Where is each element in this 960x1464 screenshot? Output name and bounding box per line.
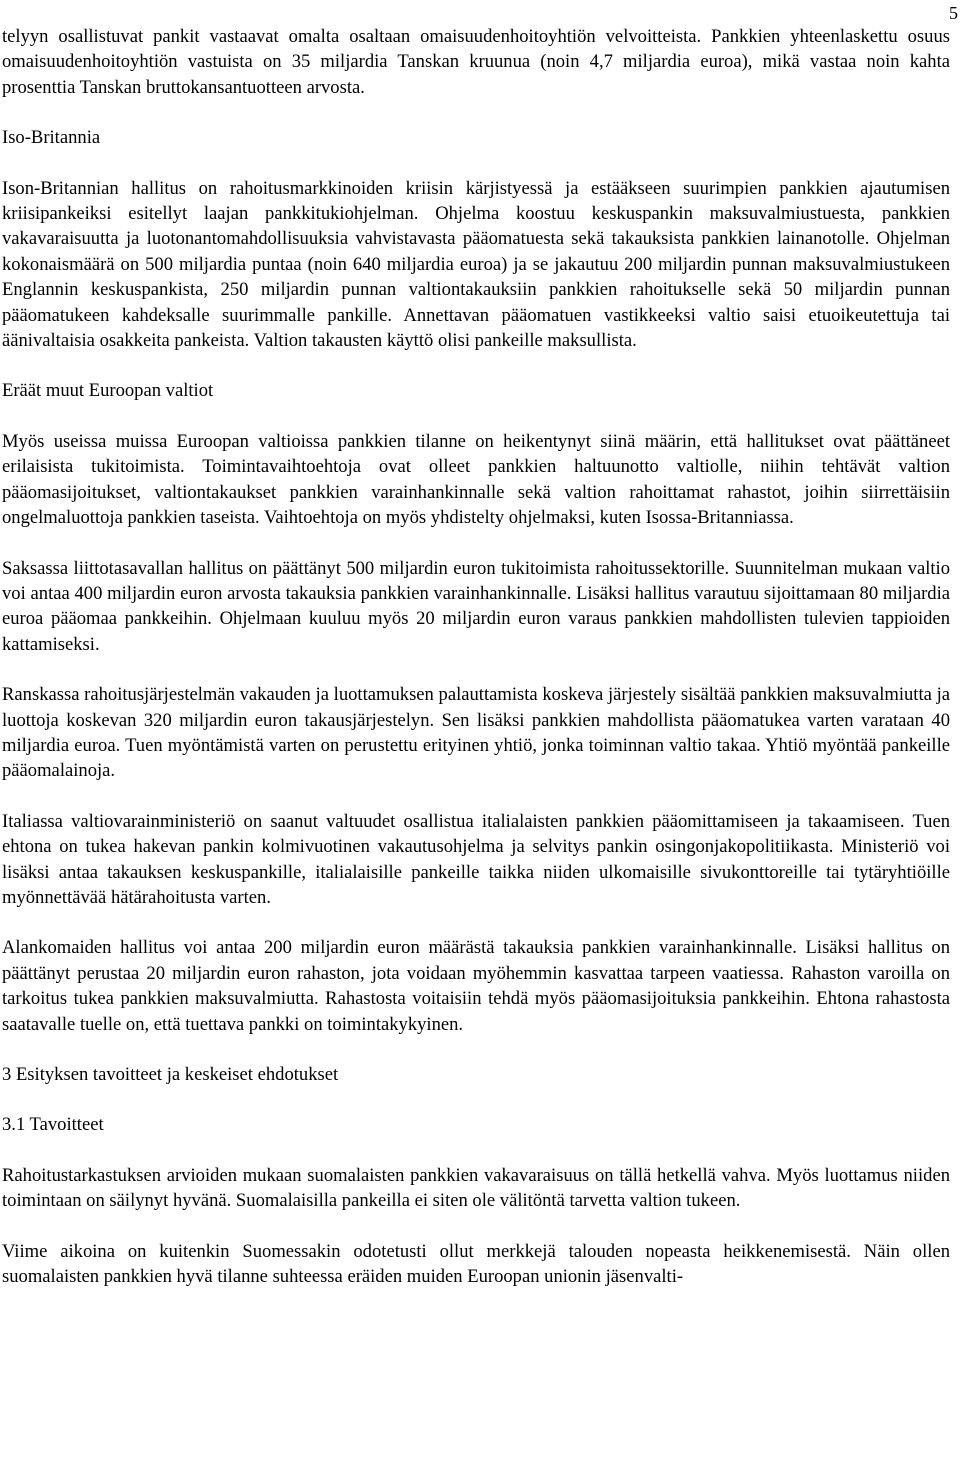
section-heading-uk: Iso-Britannia: [2, 127, 101, 149]
other-countries-paragraph: Myös useissa muissa Euroopan valtioissa pankkien tilanne on heikentynyt siinä määrin, että hallitukset ovat päättäneet erilaisista tukitoimista. Toimintavaihtoehtoja ovat olleet pankkien haltuunotto valtiolle, niihin tehtävät valtion pääomasijoitukset, valtiontakaukset pankkien varainhankinnalle sekä valtion rahoittamat rahastot, joihin siirrettäisiin ongelmaluottoja pankkien taseista. Vaihtoehtoja on myös yhdistelty ohjelmaksi, kuten Isossa-Britanniassa.: [2, 430, 950, 529]
italy-paragraph: Italiassa valtiovarainministeriö on saanut valtuudet osallistua italialaisten pankkien pääomittamiseen ja takaamiseen. Tuen ehtona on tukea hakevan pankin kolmivuotinen vakautusohjelma ja selvitys pankin osingonjakopolitiikasta. Ministeriö voi lisäksi antaa takauksen keskuspankille, italialaisille pankeille taikka niiden ulkomaisille sivukonttoreille tai tytäryhtiöille myönnettävää hätärahoitusta varten.: [2, 810, 950, 908]
france-paragraph: Ranskassa rahoitusjärjestelmän vakauden ja luottamuksen palauttamista koskeva järjestely sisältää pankkien maksuvalmiutta ja luottoja koskevan 320 miljardin euron takausjärjestelyn. Sen lisäksi pankkien mahdollista pääomatukea varten varataan 40 miljardia euroa. Tuen myöntämistä varten on perustettu erityinen yhtiö, jonka toiminnan valtio takaa. Yhtiö myöntää pankeille pääomalainoja.: [2, 684, 950, 782]
section-heading-3: 3 Esityksen tavoitteet ja keskeiset ehdotukset: [2, 1064, 339, 1085]
germany-paragraph: Saksassa liittotasavallan hallitus on päättänyt 500 miljardin euron tukitoimista rahoitussektorille. Suunnitelman mukaan valtio voi antaa 400 miljardin euron arvosta takauksia pankkien varainhankinnalle. Lisäksi hallitus varautuu sijoittamaan 80 miljardia euroa pääomaa pankkeihin. Ohjelmaan kuuluu myös 20 miljardin euron varaus pankkien mahdollisten tulevien tappioiden kattamiseksi.: [2, 557, 950, 655]
uk-paragraph: Ison-Britannian hallitus on rahoitusmarkkinoiden kriisin kärjistyessä ja estääkseen suurimpien pankkien ajautumisen kriisipankeiksi esitellyt laajan pankkitukiohjelman. Ohjelma koostuu keskuspankin maksuvalmiustuesta, pankkien vakavaraisuutta ja luotonantomahdollisuuksia vahvistavasta pääomatuesta sekä takauksista pankkien lainanotolle. Ohjelman kokonaismäärä on 500 miljardia puntaa (noin 640 miljardia euroa) ja se jakautuu 200 miljardin punnan maksuvalmiustukeen Englannin keskuspankista, 250 miljardin punnan valtiontakauksiin pankkien rahoitukselle sekä 50 miljardin punnan pääomatukeen kahdeksalle suurimmalle pankille. Annettavan pääomatuen vastikkeeksi valtio saisi etuoikeutettuja tai äänivaltaisia osakkeita pankeista. Valtion takausten käyttö olisi pankeille maksullista.: [2, 177, 950, 352]
netherlands-paragraph: Alankomaiden hallitus voi antaa 200 miljardin euron määrästä takauksia pankkien varainhankinnalle. Lisäksi hallitus on päättänyt perustaa 20 miljardin euron rahaston, jota voidaan myöhemmin kasvattaa tarpeen vaatiessa. Rahaston varoilla on tarkoitus tukea pankkien maksuvalmiutta. Rahastosta voitaisiin tehdä myös pääomasijoituksia pankkeihin. Ehtona rahastosta saatavalle tuelle on, että tuettava pankki on toimintakykyinen.: [2, 937, 950, 1035]
intro-paragraph: telyyn osallistuvat pankit vastaavat omalta osaltaan omaisuudenhoitoyhtiön velvoitteista. Pankkien yhteenlaskettu osuus omaisuudenhoitoyhtiön vastuista on 35 miljardia Tanskan kruunua (noin 4,7 miljardia euroa), mikä vastaa noin kahta prosenttia Tanskan bruttokansantuotteen arvosta.: [2, 26, 950, 98]
section-heading-other-countries: Eräät muut Euroopan valtiot: [2, 380, 214, 402]
page-number: 5: [949, 3, 958, 23]
goals-paragraph-1: Rahoitustarkastuksen arvioiden mukaan suomalaisten pankkien vakavaraisuus on tällä hetkellä vahva. Myös luottamus niiden toimintaan on säilynyt hyvänä. Suomalaisilla pankeilla ei siten ole välitöntä tarvetta valtion tukeen.: [2, 1164, 950, 1212]
goals-paragraph-2: Viime aikoina on kuitenkin Suomessakin odotetusti ollut merkkejä talouden nopeasta heikkenemisestä. Näin ollen suomalaisten pankkien hyvä tilanne suhteessa eräiden muiden Euroopan unionin jäsenvalti-: [2, 1240, 950, 1288]
document-body: [2, 24, 950, 1289]
section-heading-3-1: 3.1 Tavoitteet: [2, 1114, 104, 1136]
